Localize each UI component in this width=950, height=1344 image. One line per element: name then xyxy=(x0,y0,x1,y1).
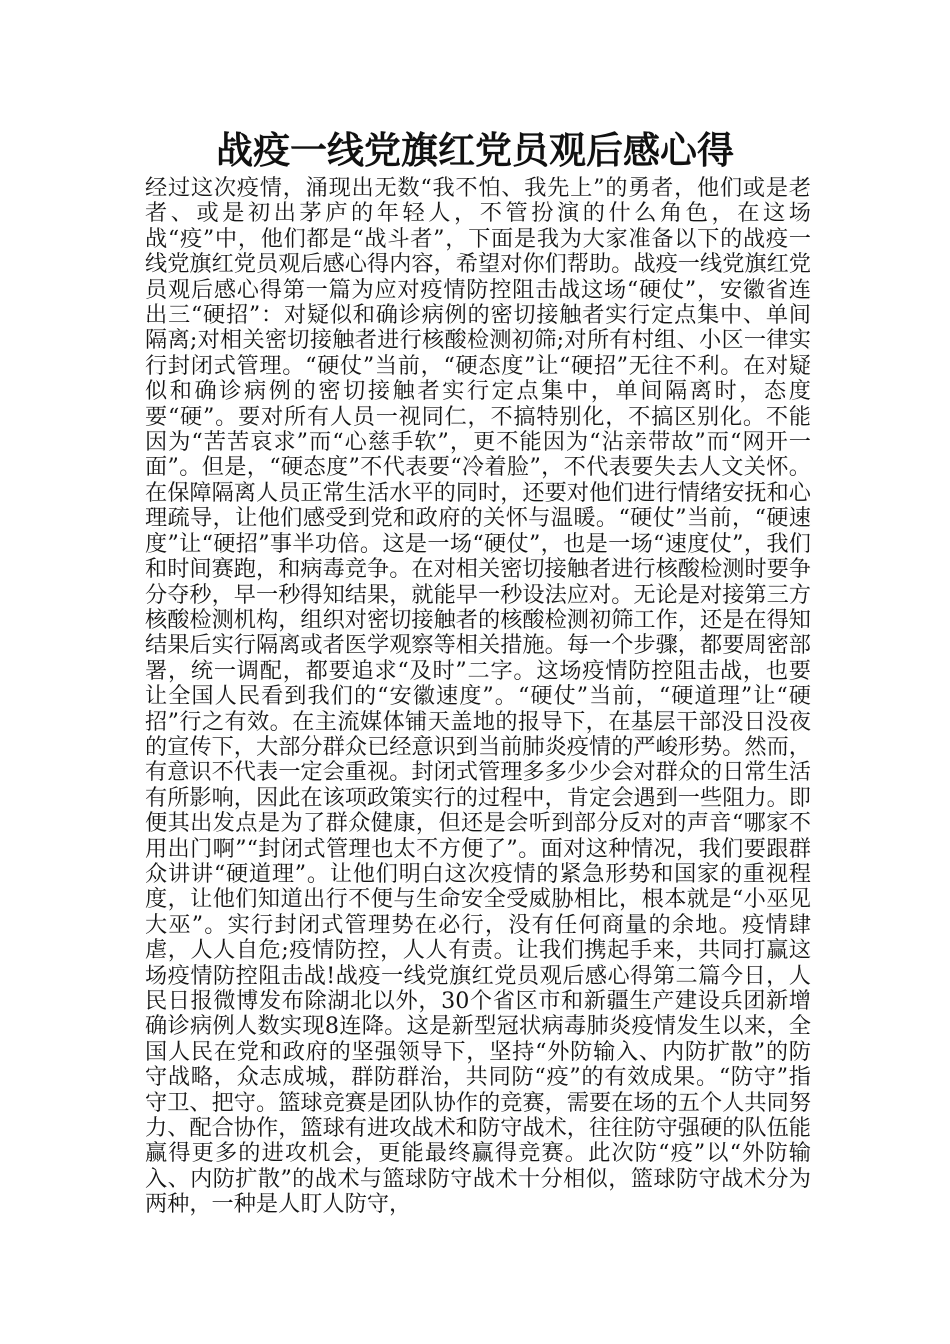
article-body: 经过这次疫情，涌现出无数“我不怕、我先上”的勇者，他们或是老者、或是初出茅庐的年轻人，不管扮演的什么角色，在这场战“疫”中，他们都是“战斗者”，下面是我为大家准备以下的战疫一线党旗红党员观后感心得内容，希望对你们帮助。战疫一线党旗红党员观后感心得第一篇为应对疫情防控阻击战这场“硬仗”，安徽省连出三“硬招”：对疑似和确诊病例的密切接触者实行定点集中、单间隔离;对相关密切接触者进行核酸检测初筛;对所有村组、小区一律实行封闭式管理。“硬仗”当前，“硬态度”让“硬招”无往不利。在对疑似和确诊病例的密切接触者实行定点集中，单间隔离时，态度要“硬”。要对所有人员一视同仁，不搞特别化，不搞区别化。不能因为“苦苦哀求”而“心慈手软”，更不能因为“沾亲带故”而“网开一面”。但是，“硬态度”不代表要“冷着脸”，不代表要失去人文关怀。在保障隔离人员正常生活水平的同时，还要对他们进行情绪安抚和心理疏导，让他们感受到党和政府的关怀与温暖。“硬仗”当前，“硬速度”让“硬招”事半功倍。这是一场“硬仗”，也是一场“速度仗”，我们和时间赛跑，和病毒竞争。在对相关密切接触者进行核酸检测时要争分夺秒，早一秒得知结果，就能早一秒设法应对。无论是对接第三方核酸检测机构，组织对密切接触者的核酸检测初筛工作，还是在得知结果后实行隔离或者医学观察等相关措施。每一个步骤，都要周密部署，统一调配，都要追求“及时”二字。这场疫情防控阻击战，也要让全国人民看到我们的“安徽速度”。“硬仗”当前，“硬道理”让“硬招”行之有效。在主流媒体铺天盖地的报导下，在基层干部没日没夜的宣传下，大部分群众已经意识到当前肺炎疫情的严峻形势。然而，有意识不代表一定会重视。封闭式管理多多少少会对群众的日常生活有所影响，因此在该项政策实行的过程中，肯定会遇到一些阻力。即便其出发点是为了群众健康，但还是会听到部分反对的声音“哪家不用出门啊”“封闭式管理也太不方便了”。面对这种情况，我们要跟群众讲讲“硬道理”。让他们明白这次疫情的紧急形势和国家的重视程度，让他们知道出行不便与生命安全受威胁相比，根本就是“小巫见大巫”。实行封闭式管理势在必行，没有任何商量的余地。疫情肆虐，人人自危;疫情防控，人人有责。让我们携起手来，共同打赢这场疫情防控阻击战!战疫一线党旗红党员观后感心得第二篇今日，人民日报微博发布除湖北以外，30个省区市和新疆生产建设兵团新增确诊病例人数实现8连降。这是新型冠状病毒肺炎疫情发生以来，全国人民在党和政府的坚强领导下，坚持“外防输入、内防扩散”的防守战略，众志成城，群防群治，共同防“疫”的有效成果。“防守”指守卫、把守。篮球竞赛是团队协作的竞赛，需要在场的五个人共同努力、配合协作，篮球有进攻战术和防守战术，往往防守强硬的队伍能赢得更多的进攻机会，更能最终赢得竞赛。此次防“疫”以“外防输入、内防扩散”的战术与篮球防守战术十分相似，篮球防守战术分为两种，一种是人盯人防守， xyxy=(145,175,811,1218)
page-title: 战疫一线党旗红党员观后感心得 xyxy=(216,129,734,172)
